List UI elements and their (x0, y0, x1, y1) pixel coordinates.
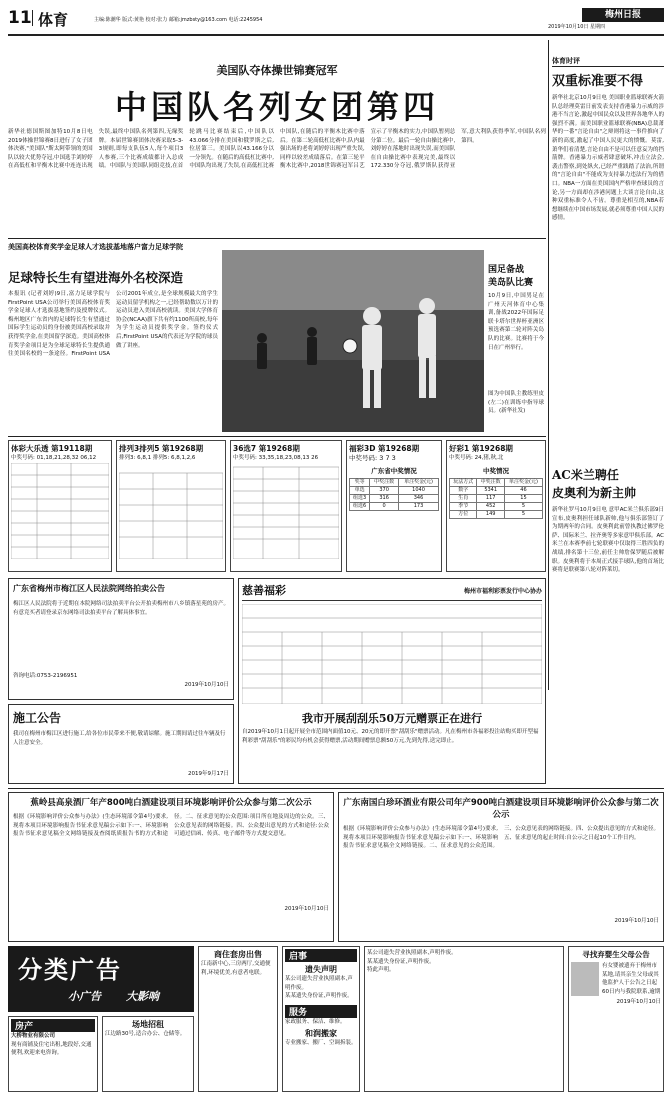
table-cell: 5 (504, 510, 542, 518)
notice-date: 2019年9月17日 (188, 771, 229, 777)
notice-body: 梅江区人民法院将于近期在本院网络司法拍卖平台公开拍卖梅州市八乡镇落星苑的房产。有意竞买者请登录京东网络司法拍卖平台了解具体事宜。 (13, 601, 229, 616)
lead-story (8, 40, 546, 235)
divider (8, 788, 664, 789)
photo-title-2: 美岛队比赛 (488, 278, 534, 288)
notice-body: 根据《环境影响评价公众参与办法》(生态环境部令第4号)要求,现将本项目环境影响报告书征求意见稿公示如下:一、环境影响报告书征求意见稿全文网络链接及查阅纸质报告书的方式和途径。二、征求意见的公众范围:项目所在地及周边的公众。三、公众意见表的网络链接。四、公众提出意见的方式和途径:公众可通过信函、传真、电子邮件等方式提交意见。 (13, 814, 329, 838)
ad-line: 江南新中心,三房两厅,交通便利,环境优美,有意者电联。 (201, 961, 271, 976)
ad-line: 特此声明。 (367, 967, 395, 974)
lottery-title: 36选7 第19268期 (233, 444, 300, 453)
table-cell: 173 (399, 503, 439, 511)
lottery-pl3 (116, 440, 226, 572)
ad-line: 江边路30号,适合办公、仓储等。 (105, 1031, 186, 1037)
ac-body: 新华社罗马10月9日电 意甲AC米兰俱乐部9日宣布,皮奥利担任球队新帅,他与俱乐部签订了为期两年的合同。皮奥利此前曾执教过佛罗伦萨、国际米兰、拉齐奥等多家意甲俱乐部。AC米兰在本赛季前七轮联赛中仅取得三胜四负的战绩,排名第十三位,前任主帅詹保罗随后被解职。皮奥利将于本周正式接手球队,他的首场比赛将是联赛第八轮对阵莱切。 (552, 507, 664, 574)
lottery-numbers: 中奖号码: 3 7 3 (349, 454, 396, 462)
ad-line: 家政服务、保洁、维修。 (285, 1018, 346, 1025)
ac-title: AC米兰聘任 (552, 468, 619, 482)
lead-body: 新华社德国斯图加特10月8日电 2019体操世锦赛8日进行了女子团体决赛,"美国队"斯太阿带领的美国队以较大优势夺冠,中国选手刘婷婷在高低杠和平衡木比赛中连连出现失误,最终中国队名列第四,无缘奖牌。本届世锦赛团体决赛采取5-3-3规则,即每支队伍5人,每个项目3人参赛,三个比赛成绩都计入总成绩。中国队与美国队同组竞技,在首轮跳马比赛结束后,中国队以43.066分排在美国和俄罗斯之后,位居第三。美国队以43.166分以一分领先。在随后的高低杠比赛中,中国队均出现了失误,在高低杠比赛中国队,在随后的平衡木比赛中落后。在第二轮高低杠比赛中,队内最强出场的老将刘婷婷出现严重失误,同样以较差成绩落后。在第三轮平衡木比赛中,2018世锦赛冠军吕艺宣示了平衡木的实力,中国队暂列总分第二位。最后一轮自由操比赛中,刘婷婷在落地时出现失误,而美国队在自由操比赛中表现完美,最终以172.330分夺冠,俄罗斯队获得亚军,意大利队获得季军,中国队名列第四。 (8, 129, 546, 170)
date-line: 2019年10月10日 星期四 (548, 24, 606, 30)
notice-title: 施工公告 (13, 711, 62, 725)
table-cell: 季节 (450, 502, 477, 510)
brand-logo: 梅州日报 (582, 8, 664, 22)
ad-title: 房产 (11, 1019, 95, 1032)
photo-title-1: 国足备战 (488, 265, 525, 275)
ad-line: 某公司遗失营业执照副本,声明作废。 (285, 976, 353, 991)
court-notice (8, 578, 234, 700)
welfare-lottery-box (238, 578, 546, 784)
ad-date: 2019年10月10日 (616, 999, 661, 1005)
masthead (8, 8, 664, 28)
table-title: 广东省中奖情况 (371, 467, 417, 475)
prize-grid (233, 463, 339, 559)
header-cell: 中奖注数 (477, 478, 504, 486)
lottery-strip (8, 440, 546, 572)
ac-story (552, 460, 664, 690)
section-title: 体育 (38, 11, 69, 29)
welfare-headline: 我市开展刮刮乐50万元赠票正在进行 (301, 712, 483, 725)
ad-foundling (568, 946, 664, 1092)
table-cell: 组选3 (350, 495, 370, 503)
notice-body: 我司在梅州市梅江区进行施工,给各位市民带来不便,敬请谅解。施工期间请过往车辆及行人注意安全。 (13, 731, 226, 746)
feature-headline: 足球特长生有望进海外名校深造 (8, 270, 184, 285)
column-body: 新华社北京10月9日电 美国职业篮球联赛火箭队总经理莫雷日前发表支持香港暴力示威的涉港不当言论,激起中国民众以及世界各地华人的强烈不满。而美国职业篮球联赛(NBA)总裁萧华的一番"言论自由"之辩则将这一事件推向了新的高度,激起了中国人民更大的愤慨。莫雷,萧华们看清楚,言论自由不是可以任意妄为的挡箭牌。香港暴力示威者肆意破坏,冲击立法会,袭击警察,到处纵火,已经严重践踏了法治,所谓的"言论自由"不能成为支持暴力违法行为的借口。NBA一方面在美国国内严格审查球员的言论,另一方面却在涉港问题上大谈言论自由,这种双重标准令人不齿。尊重是相互的,NBA若想继续在中国市场发展,就必须尊重中国人民的感情。 (552, 95, 664, 222)
header-cell: 单注奖金(元) (399, 479, 439, 487)
table-cell: 346 (399, 495, 439, 503)
ad-apartment (198, 946, 278, 1092)
table-cell: 46 (504, 486, 542, 494)
lead-headline: 中国队名列女团第四 (114, 88, 439, 126)
table-cell: 5341 (477, 486, 504, 494)
welfare-brand: 慈善福彩 (242, 584, 286, 597)
table-cell: 5 (504, 502, 542, 510)
ad-venue (102, 1016, 194, 1092)
column-rule (548, 40, 549, 690)
right-column (552, 40, 664, 460)
header-cell: 中奖注数 (370, 479, 399, 487)
table-cell: 单选 (350, 487, 370, 495)
lottery-numbers: 中奖号码: 24,猪,秋,北 (449, 455, 504, 461)
banner-slogan-1: 小广告 (68, 990, 101, 1003)
ad-notices-grid (364, 946, 564, 1092)
welfare-sub: 梅州市福利彩票发行中心协办 (463, 587, 542, 595)
ad-line: 某某遗失身份证,声明作废。 (285, 993, 353, 1000)
column-title: 双重标准要不得 (552, 74, 644, 89)
page-number: 11 (8, 8, 32, 28)
classifieds (8, 946, 664, 1094)
notice-contact: 咨询电话:0753-2196951 (13, 673, 78, 679)
ad-housing (8, 1016, 98, 1092)
ad-announcement (282, 946, 360, 1092)
lottery-dlt (8, 440, 112, 572)
header-cell: 单注奖金(元) (504, 478, 542, 486)
ad-moving-title: 和润搬家 (305, 1029, 337, 1039)
column-kicker: 体育时评 (552, 57, 580, 65)
header-cell: 玩法方式 (450, 478, 477, 486)
ad-line: 有女婴被遗弃于梅州市某地,请其亲生父母或其他监护人于公告之日起60日内与我院联系,逾期 (602, 963, 661, 995)
results-table-grid (242, 604, 542, 704)
notice-date: 2019年10月10日 (284, 906, 329, 912)
notice-title: 广东南国白珍环酒业有限公司年产900吨白酒建设项目环境影响评价公众参与第二次公示 (343, 798, 659, 820)
notice-title: 蕉岭县高泉酒厂年产800吨白酒建设项目环境影响评价公众参与第二次公示 (30, 798, 312, 808)
prize-grid (11, 463, 109, 559)
lottery-title: 福彩3D 第19268期 (349, 444, 420, 453)
notice-date: 2019年10月10日 (184, 681, 229, 688)
lottery-numbers: 排列3: 6,8,1 排列5: 6,8,1,2,6 (119, 455, 196, 461)
ad-subtitle: 遗失声明 (305, 965, 337, 974)
table-cell: 117 (477, 494, 504, 502)
divider (552, 66, 664, 67)
lottery-fc3d (346, 440, 442, 572)
news-photo (222, 250, 484, 432)
notice-title: 广东省梅州市梅江区人民法院网络拍卖公告 (13, 584, 165, 593)
table-cell: 生肖 (450, 494, 477, 502)
ac-subtitle: 皮奥利为新主帅 (552, 486, 637, 500)
feature-kicker: 美国高校体育奖学金足球人才选拔基地落户富力足球学院 (8, 243, 183, 251)
lottery-hy1 (446, 440, 546, 572)
ad-title: 商住套房出售 (214, 950, 262, 959)
infant-photo (571, 962, 599, 996)
table-cell: 方位 (450, 510, 477, 518)
divider (8, 238, 546, 239)
welfare-body: 自2019年10月1日起开展全市范围内面值10元、20元的即开票"刮刮乐"赠票活动。凡在梅州市各福彩投注站购买即开型福利彩票"刮刮乐"的彩民均有机会获得赠票,活动期间赠票总额50万元,先到先得,送完即止。 (242, 729, 539, 744)
table-cell: 452 (477, 502, 504, 510)
table-cell: 1040 (399, 487, 439, 495)
ad-line: 专业搬家、搬厂、空调拆装。 (285, 1040, 357, 1047)
ad-line: 现有商铺及住宅出租,地段好,交通便利,欢迎来电咨询。 (11, 1041, 92, 1057)
lottery-title: 体彩大乐透 第19118期 (11, 444, 93, 453)
lottery-title: 排列3排列5 第19268期 (119, 444, 204, 453)
ad-line: 大桥物业有限公司 (11, 1033, 56, 1039)
lottery-qxc (230, 440, 342, 572)
table-cell: 316 (370, 495, 399, 503)
notice-date: 2019年10月10日 (614, 918, 659, 924)
notice-body: 根据《环境影响评价公众参与办法》(生态环境部令第4号)要求,现将本项目环境影响报告书征求意见稿公示如下:一、环境影响报告书征求意见稿全文网络链接。二、征求意见的公众范围。三、公众意见表的网络链接。四、公众提出意见的方式和途径。五、征求意见的起止时间:自公示之日起10个工作日内。 (343, 826, 659, 850)
hy1-table (449, 478, 543, 519)
ad-service-title: 服务 (285, 1005, 357, 1018)
table-title: 中奖情况 (483, 466, 509, 475)
table-cell: 370 (370, 487, 399, 495)
divider (32, 10, 33, 26)
divider (8, 436, 546, 437)
credits: 主编:陈潮华 版式:黄艳 校对:张力 邮箱:jmzbsty@163.com 电话:2245954 (94, 17, 263, 23)
ad-title: 寻找弃婴生父母公告 (582, 950, 650, 959)
env-notice-1 (8, 792, 334, 942)
lottery-title: 好彩1 第19268期 (449, 444, 513, 453)
env-notice-2 (338, 792, 664, 942)
classifieds-banner (8, 946, 194, 1012)
table-cell: 15 (504, 494, 542, 502)
table-cell: 0 (370, 503, 399, 511)
lottery-numbers: 中奖号码: 33,35,18,23,08,13 26 (233, 455, 319, 461)
ad-title: 场地招租 (132, 1020, 164, 1029)
photo-caption: 10月9日,中国男足在广州天河体育中心集训,备战2022年国际足联卡塔尔世界杯亚洲区预选赛第二轮对阵关岛队的比赛。比赛将于今日在广州举行。 (488, 293, 544, 351)
photo-caption-box (488, 262, 544, 432)
photo-caption-2: 图为中国队主教练里皮(左二)在训练中指导球员。(新华社发) (488, 391, 544, 415)
table-cell: 数字 (450, 486, 477, 494)
header-cell: 奖等 (350, 479, 370, 487)
table-cell: 149 (477, 510, 504, 518)
masthead-rule (8, 34, 664, 36)
prize-grid (119, 463, 223, 559)
banner-slogan-2: 大影响 (126, 990, 159, 1003)
ad-line: 某公司遗失营业执照副本,声明作废。 (367, 950, 457, 956)
fc3d-table (349, 478, 439, 511)
feature-story (8, 242, 218, 432)
feature-body: 本报讯 (记者刘婷)9日,富力足球学院与FirstPoint USA公司举行美国高校体育奖学金足球人才选拔基地签约及授牌仪式。梅州地区广东省内的足球特长生有望通过国际学生运动员的身份被美国高校录取并获得奖学金,在美国留学深造。美国高校体育奖学金项目是为全球足球特长生提供通往美国名校的一条途径。FirstPoint USA公司2001年成立,是全球规模最大的学生运动员留学机构之一,已经帮助数以万计的运动员进入美国高校就读。美国大学体育协会(NCAA)旗下共有约1100所高校,每年为学生运动员提供奖学金。签约仪式后,FirstPoint USA的代表还为学院的球员做了讲座。 (8, 291, 218, 358)
construction-notice (8, 704, 234, 784)
ad-line: 某某遗失身份证,声明作废。 (367, 958, 435, 965)
banner-title: 分类广告 (18, 955, 122, 984)
ad-title: 启事 (285, 949, 357, 962)
training-photo-illustration (222, 250, 484, 432)
table-cell: 组选6 (350, 503, 370, 511)
lead-kicker: 美国队夺体操世锦赛冠军 (216, 64, 338, 77)
lottery-numbers: 中奖号码: 01,18,21,28,32 06,12 (11, 455, 97, 461)
